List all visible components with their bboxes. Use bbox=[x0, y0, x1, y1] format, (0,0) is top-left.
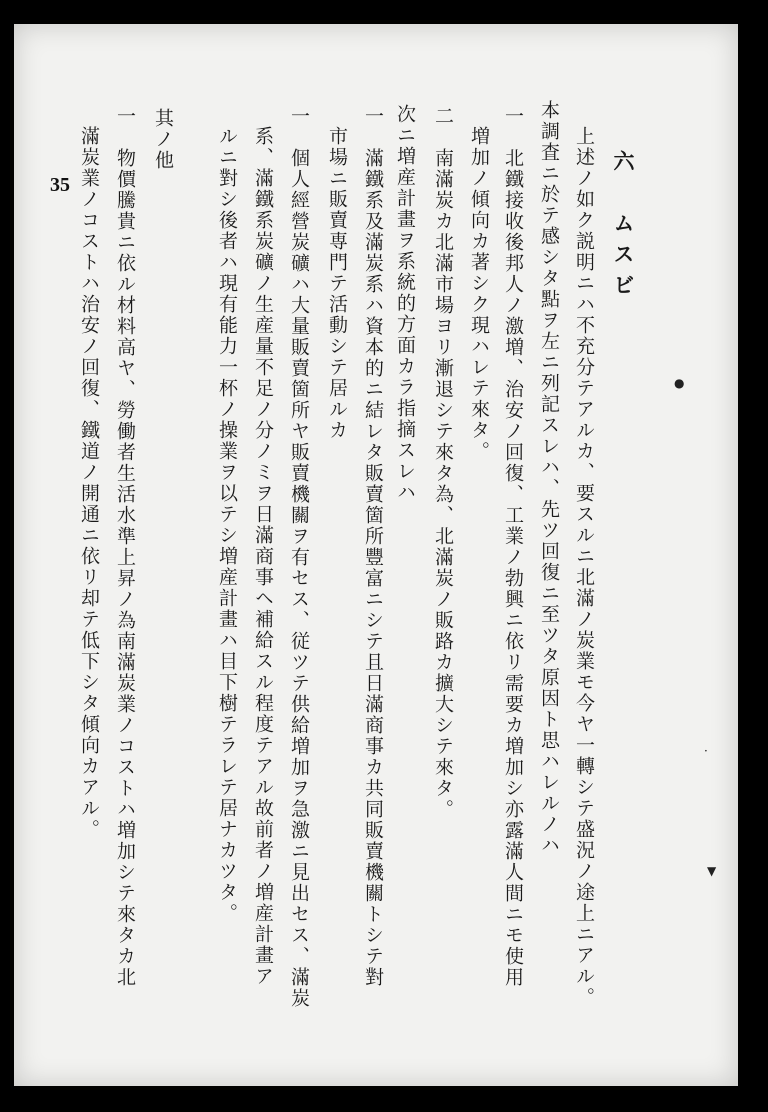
document-page bbox=[14, 24, 738, 1086]
text-line: 増加ノ傾向カ著シク現ハレテ來タ。 bbox=[468, 126, 490, 462]
text-line: 一 個人經營炭礦ハ大量販賣箇所ヤ販賣機關ヲ有セス、従ツテ供給増加ヲ急激ニ見出セス、滿炭 bbox=[288, 106, 310, 1009]
text-line: 次ニ増産計畫ヲ系統的方面カラ指摘スレハ bbox=[394, 104, 416, 503]
scan-speck-icon: · bbox=[704, 744, 708, 758]
text-line: 一 物價騰貴ニ依ル材料高ヤ、勞働者生活水準上昇ノ為南滿炭業ノコストハ増加シテ來タカ北 bbox=[114, 106, 136, 988]
text-line: 一 北鐵接收後邦人ノ激増、治安ノ回復、工業ノ勃興ニ依リ需要カ増加シ亦露滿人間ニモ使用 bbox=[502, 106, 524, 988]
scan-speck-icon: ● bbox=[674, 376, 685, 390]
text-line: 滿炭業ノコストハ治安ノ回復、鐵道ノ開通ニ依リ却テ低下シタ傾向カアル。 bbox=[78, 126, 100, 840]
text-line: 本調査ニ於テ感シタ點ヲ左ニ列記スレハ、先ツ回復ニ至ツタ原因ト思ハレルノハ bbox=[538, 100, 560, 856]
text-line: 一 滿鐵系及滿炭系ハ資本的ニ結レタ販賣箇所豐富ニシテ且日滿商事カ共同販賣機關トシテ對 bbox=[362, 106, 384, 988]
text-line: 其ノ他 bbox=[152, 108, 174, 171]
scan-border bbox=[738, 20, 754, 1092]
page-number: 35 bbox=[50, 174, 70, 196]
scan-speck-icon: ▼ bbox=[707, 864, 717, 878]
text-line: 上述ノ如ク説明ニハ不充分テアルカ、要スルニ北滿ノ炭業モ今ヤ一轉シテ盛況ノ途上ニアル。 bbox=[573, 126, 595, 1008]
text-line: 二 南滿炭カ北滿市場ヨリ漸退シテ來タ為、北滿炭ノ販路カ擴大シテ來タ。 bbox=[432, 106, 454, 820]
section-heading: 六 ムスビ bbox=[611, 150, 636, 305]
text-line: 市場ニ販賣専門テ活動シテ居ルカ bbox=[326, 126, 348, 441]
text-line: 系、滿鐵系炭礦ノ生産量不足ノ分ノミヲ日滿商事ヘ補給スル程度テアル故前者ノ増産計畫ア bbox=[252, 126, 274, 987]
text-line: ルニ對シ後者ハ現有能力一杯ノ操業ヲ以テシ増産計畫ハ目下樹テラレテ居ナカツタ。 bbox=[216, 126, 238, 924]
